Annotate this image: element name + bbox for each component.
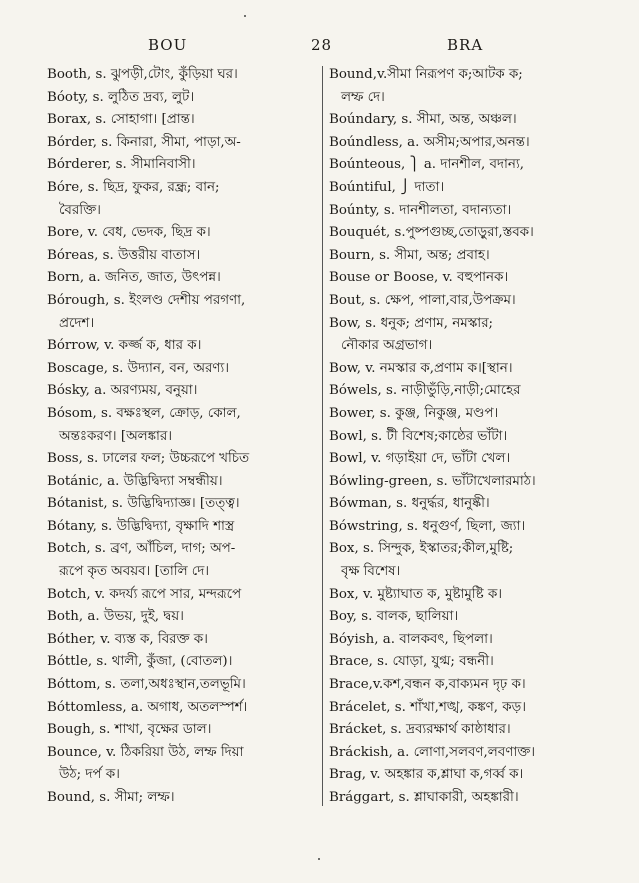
entry-line: Bóreas, s. উত্তরীয় বাতাস। bbox=[47, 247, 201, 263]
entry-line: Bound,v.সীমা নিরূপণ ক;আটক ক; bbox=[329, 67, 523, 82]
left-column bbox=[47, 64, 317, 810]
entry-line: Bósky, a. অরণ্যময়, বনুয়া। bbox=[47, 383, 198, 399]
entry-line: Both, a. উভয়, দুই, দ্বয়। bbox=[47, 609, 184, 625]
entry-line: Bráckish, a. লোণা,সলবণ,লবণাক্ত। bbox=[329, 744, 535, 760]
entry-line: Bóyish, a. বালকবৎ, ছিপলা। bbox=[329, 631, 493, 647]
entry-line: Bóther, v. ব্যস্ত ক, বিরক্ত ক। bbox=[47, 631, 208, 647]
entry-line: Boscage, s. উদ্যান, বন, অরণ্য। bbox=[47, 360, 230, 376]
entry-continuation: বৃক্ষ বিশেষ। bbox=[341, 564, 401, 580]
entry-line: Brace,v.কশ,বন্ধন ক,বাক্যমন দৃঢ় ক। bbox=[329, 677, 526, 693]
entry-line: Bówman, s. ধনুর্দ্ধর, ধানুষ্কী। bbox=[329, 496, 490, 512]
entry-line: Boúndary, s. সীমা, অন্ত, অঞ্চল। bbox=[329, 112, 517, 128]
entry-line: Bouse or Boose, v. বহুপানক। bbox=[329, 270, 509, 286]
entry-line: Bóoty, s. লুঠিত দ্রব্য, লুট। bbox=[47, 89, 195, 105]
entry-continuation: লম্ফ দে। bbox=[341, 89, 385, 105]
entry-line: Bower, s. কুঞ্জ, নিকুঞ্জ, মণ্ডপ। bbox=[329, 405, 499, 421]
top-mark bbox=[244, 15, 246, 17]
entry-line: Bout, s. ক্ষেপ, পালা,বার,উপক্রম। bbox=[329, 292, 516, 308]
right-column bbox=[329, 64, 605, 810]
entry-line: Bórough, s. ইংলণ্ড দেশীয় পরগণা, bbox=[47, 292, 246, 308]
entry-line: Botánic, a. উদ্ভিদ্বিদ্যা সম্বন্ধীয়। bbox=[47, 473, 223, 489]
entry-continuation: বৈরক্তি। bbox=[59, 202, 101, 218]
entry-line: Bówstring, s. ধনুগুর্ণ, ছিলা, জ্যা। bbox=[329, 518, 526, 534]
header-left-guide-word: BOU bbox=[148, 36, 188, 54]
entry-line: Boúndless, a. অসীম;অপার,অনন্ত। bbox=[329, 134, 530, 150]
entry-line: Bórrow, v. কর্জ্জ ক, ধার ক। bbox=[47, 338, 202, 354]
entry-continuation: প্রদেশ। bbox=[59, 315, 95, 331]
entry-line: Brag, v. অহঙ্কার ক,শ্লাঘা ক,গর্ব্ব ক। bbox=[329, 767, 524, 783]
entry-line: Bore, v. বেধ, ভেদক, ছিদ্র ক। bbox=[47, 225, 211, 241]
entry-line: Bouquét, s.পুষ্পগুচ্ছ,তোড়ুরা,স্তবক। bbox=[329, 225, 534, 241]
entry-line: Bóre, s. ছিদ্র, ফুকর, রন্ধ্র; বান; bbox=[47, 179, 220, 195]
entry-line: Borax, s. সোহাগা। [প্রান্ত। bbox=[47, 112, 195, 128]
entry-line: Boúnty, s. দানশীলতা, বদান্যতা। bbox=[329, 202, 512, 218]
entry-line: Bourn, s. সীমা, অন্ত; প্রবাহ। bbox=[329, 247, 490, 263]
entry-line: Bounce, v. ঠিকরিয়া উঠ, লম্ফ দিয়া bbox=[47, 744, 244, 760]
entry-line: Born, a. জনিত, জাত, উৎপন্ন। bbox=[47, 270, 221, 286]
entry-line: Boy, s. বালক, ছালিয়া। bbox=[329, 609, 459, 625]
entry-line: Boss, s. ঢালের ফল; উচ্চরূপে খচিত bbox=[47, 451, 250, 467]
entry-line: Brággart, s. শ্লাঘাকারী, অহঙ্কারী। bbox=[329, 790, 519, 805]
entry-line: Bótany, s. উদ্ভিদ্বিদ্যা, বৃক্ষাদি শাস্ত্র bbox=[47, 518, 235, 534]
entry-line: Bóttom, s. তলা,অধঃস্থান,তলভূমি। bbox=[47, 677, 246, 693]
entry-line: Bótanist, s. উদ্ভিদ্বিদ্যাজ্ঞ। [তত্ত্ব। bbox=[47, 496, 240, 512]
entry-line: Boúnteous, ⎫ a. দানশীল, বদান্য, bbox=[329, 157, 524, 173]
entry-line: Bowl, v. গড়াইয়া দে, ভাঁটা খেল। bbox=[329, 451, 511, 467]
entry-line: Bósom, s. বক্ষঃস্থল, ক্রোড়, কোল, bbox=[47, 405, 241, 421]
entry-line: Bow, v. নমস্কার ক,প্রণাম ক।[স্থান। bbox=[329, 360, 513, 376]
entry-line: Bowl, s. টী বিশেষ;কাষ্ঠের ভাঁটা। bbox=[329, 428, 508, 444]
entry-line: Botch, s. ব্রণ, আঁচিল, দাগ; অপ- bbox=[47, 541, 236, 557]
entry-line: Bórderer, s. সীমানিবাসী। bbox=[47, 157, 196, 173]
entry-continuation: নৌকার অগ্রভাগ। bbox=[341, 338, 433, 354]
entry-line: Bórder, s. কিনারা, সীমা, পাড়া,অ- bbox=[47, 134, 241, 150]
entry-line: Brácket, s. দ্রব্যরক্ষার্থ কাষ্ঠাধার। bbox=[329, 722, 511, 738]
entry-line: Brace, s. যোড়া, যুগ্ম; বন্ধনী। bbox=[329, 654, 494, 670]
header-right-guide-word: BRA bbox=[447, 36, 484, 54]
entry-line: Bow, s. ধনুক; প্রণাম, নমস্কার; bbox=[329, 315, 494, 331]
entry-line: Bówels, s. নাড়ীভুঁড়ি,নাড়ী;মোহের bbox=[329, 383, 521, 399]
entry-line: Bóttomless, a. অগাধ, অতলস্পর্শ। bbox=[47, 699, 248, 715]
entry-line: Botch, v. কদর্য্য রূপে সার, মন্দরূপে bbox=[47, 586, 242, 602]
entry-line: Booth, s. ঝুপড়ী,টোং, কুঁড়িয়া ঘর। bbox=[47, 67, 238, 82]
running-header bbox=[0, 36, 639, 58]
page-number: 28 bbox=[311, 36, 333, 54]
entry-continuation: উঠ; দর্প ক। bbox=[59, 767, 120, 783]
bottom-mark bbox=[318, 858, 320, 860]
entry-continuation: রূপে কৃত অবয়ব। [তালি দে। bbox=[59, 564, 210, 580]
entry-line: Bough, s. শাখা, বৃক্ষের ডাল। bbox=[47, 722, 212, 738]
entry-continuation: অন্তঃকরণ। [অলঙ্কার। bbox=[59, 428, 173, 444]
entry-line: Bóttle, s. থালী, কুঁজা, (বোতল)। bbox=[47, 654, 233, 670]
entry-line: Box, s. সিন্দুক, ইস্কাতর;কীল,মুষ্টি; bbox=[329, 541, 514, 557]
entry-line: Boúntiful, ⎭ দাতা। bbox=[329, 179, 445, 195]
entry-line: Bound, s. সীমা; লম্ফ। bbox=[47, 790, 175, 805]
column-divider bbox=[322, 66, 323, 806]
entry-line: Box, v. মুষ্ট্যাঘাত ক, মুষ্টামুষ্টি ক। bbox=[329, 586, 503, 602]
entry-line: Brácelet, s. শাঁখা,শঙ্খ, কঙ্কণ, কড়। bbox=[329, 699, 526, 715]
entry-line: Bówling-green, s. ভাঁটাখেলারমাঠ। bbox=[329, 473, 536, 489]
